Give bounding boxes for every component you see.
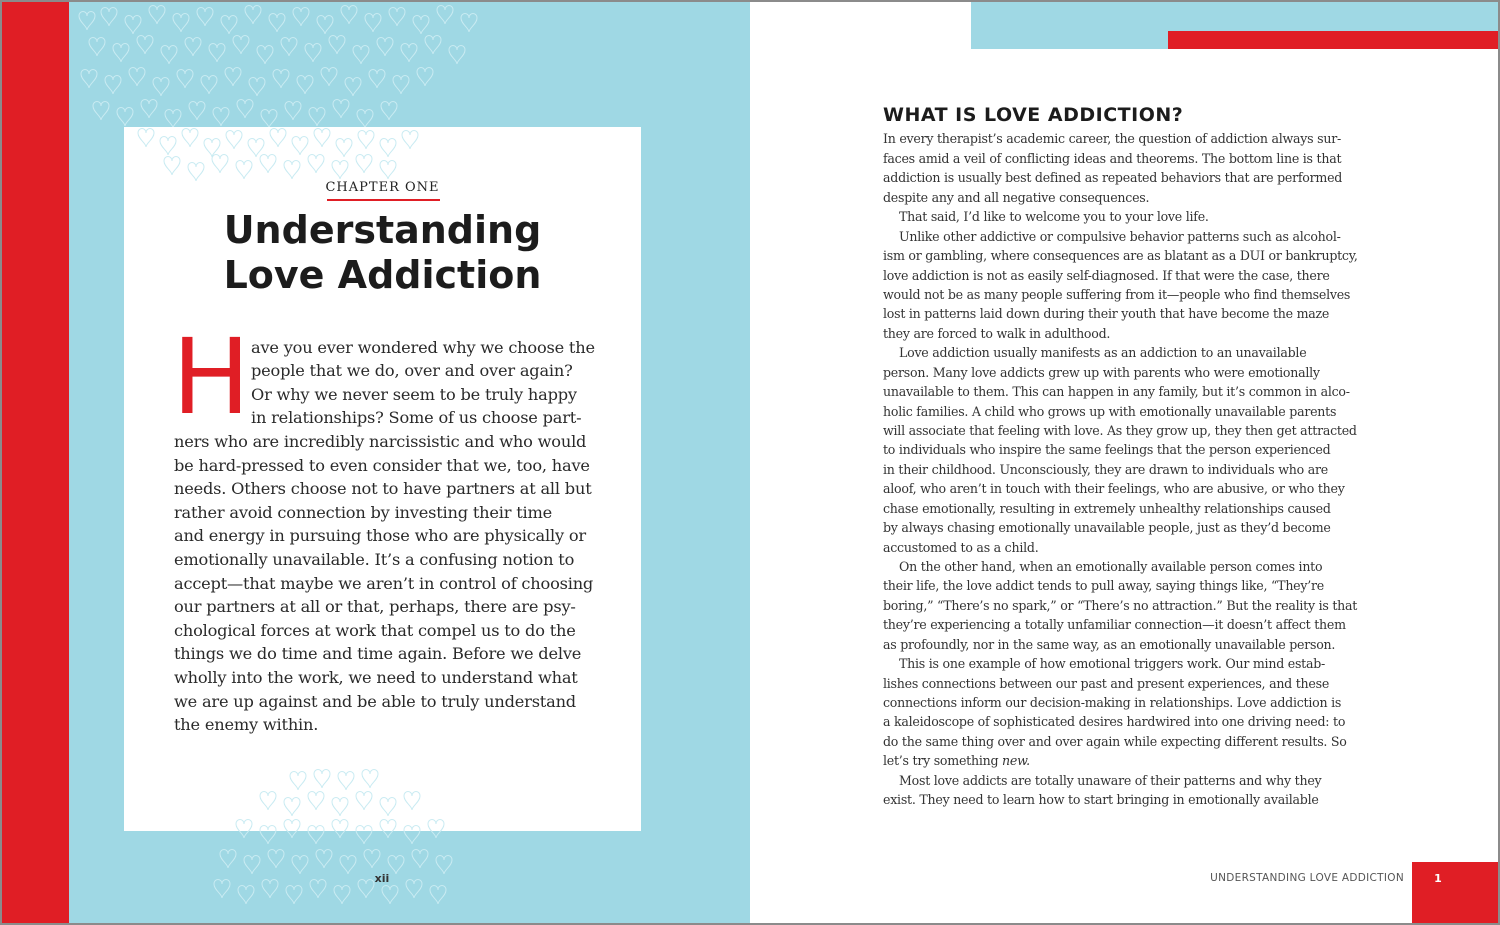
intro-line: be hard-pressed to even consider that we, too, have (174, 456, 590, 475)
intro-line: Or why we never seem to be truly happy (251, 385, 577, 404)
hearts-pattern-card-top (124, 127, 434, 183)
chapter-title-line-1: Understanding (223, 208, 542, 252)
body-line: do the same thing over and over again while expecting different results. So (883, 734, 1347, 749)
intro-line: our partners at all or that, perhaps, there are psy- (174, 597, 576, 616)
body-line: boring,” “There’s no spark,” or “There’s no attraction.” But the reality is that (883, 598, 1358, 613)
red-side-strip (2, 2, 69, 923)
body-line: exist. They need to learn how to start bringing in emotionally available (883, 792, 1319, 807)
intro-line: accept—that maybe we aren’t in control of choosing (174, 574, 594, 593)
body-line: That said, I’d like to welcome you to your love life. (899, 209, 1209, 224)
body-line (883, 751, 1030, 771)
body-line: will associate that feeling with love. As they grow up, they then get attracted (883, 423, 1357, 438)
body-line: in their childhood. Unconsciously, they are drawn to individuals who are (883, 462, 1328, 477)
intro-line: emotionally unavailable. It’s a confusing notion to (174, 550, 575, 569)
frame-top (0, 0, 1500, 2)
chapter-label: CHAPTER ONE (325, 180, 440, 195)
body-line: aloof, who aren’t in touch with their feelings, who are abusive, or who they (883, 481, 1345, 496)
body-line: Most love addicts are totally unaware of their patterns and why they (899, 773, 1322, 788)
body-line: lost in patterns laid down during their youth that have become the maze (883, 306, 1330, 321)
chapter-label-underline (327, 199, 440, 201)
body-line: they are forced to walk in adulthood. (883, 326, 1111, 341)
intro-line: ave you ever wondered why we choose the (251, 338, 595, 357)
body-line: ism or gambling, where consequences are as blatant as a DUI or bankruptcy, (883, 248, 1358, 263)
intro-line: things we do time and time again. Before we delve (174, 644, 582, 663)
body-line: Love addiction usually manifests as an addiction to an unavailable (899, 345, 1307, 360)
body-line: their life, the love addict tends to pull away, saying things like, “They’re (883, 578, 1324, 593)
body-line: lishes connections between our past and present experiences, and these (883, 676, 1330, 691)
body-line: despite any and all negative consequences. (883, 190, 1150, 205)
body-line: love addiction is not as easily self-diagnosed. If that were the case, there (883, 268, 1330, 283)
body-line: as profoundly, nor in the same way, as an emotionally unavailable person. (883, 637, 1336, 652)
page-number-left: xii (374, 872, 390, 885)
body-line: by always chasing emotionally unavailable people, just as they’d become (883, 520, 1331, 535)
right-page (750, 0, 1500, 925)
drop-cap: H (172, 316, 251, 438)
intro-line: in relationships? Some of us choose part- (251, 408, 582, 427)
top-red-band (1168, 31, 1498, 49)
body-line: Unlike other addictive or compulsive behavior patterns such as alcohol- (899, 229, 1341, 244)
intro-line: people that we do, over and over again? (251, 361, 573, 380)
intro-line: rather avoid connection by investing their time (174, 503, 553, 522)
intro-line: we are up against and be able to truly understand (174, 692, 576, 711)
body-line: person. Many love addicts grew up with parents who were emotionally (883, 365, 1320, 380)
body-line: On the other hand, when an emotionally available person comes into (899, 559, 1323, 574)
intro-line: needs. Others choose not to have partners at all but (174, 479, 592, 498)
body-line: chase emotionally, resulting in extremely unhealthy relationships caused (883, 501, 1331, 516)
hearts-pattern-bottom (200, 768, 480, 923)
intro-line: ners who are incredibly narcissistic and who would (174, 432, 587, 451)
body-line: faces amid a veil of conflicting ideas and theorems. The bottom line is that (883, 151, 1342, 166)
body-line: unavailable to them. This can happen in any family, but it’s common in alco- (883, 384, 1350, 399)
body-line: holic families. A child who grows up with emotionally unavailable parents (883, 404, 1337, 419)
body-line: would not be as many people suffering from it—people who find themselves (883, 287, 1351, 302)
body-line: In every therapist’s academic career, the question of addiction always sur- (883, 131, 1341, 146)
body-line-text: let’s try something (883, 753, 1003, 768)
body-line: connections inform our decision-making in relationships. Love addiction is (883, 695, 1342, 710)
body-line: accustomed to as a child. (883, 540, 1039, 555)
chapter-title (124, 208, 641, 298)
body-line: to individuals who inspire the same feelings that the person experienced (883, 442, 1331, 457)
chapter-title-line-2: Love Addiction (223, 253, 542, 297)
page-number-right: 1 (1434, 872, 1442, 885)
body-line: addiction is usually best defined as repeated behaviors that are performed (883, 170, 1343, 185)
intro-line: the enemy within. (174, 715, 319, 734)
running-head: UNDERSTANDING LOVE ADDICTION (1210, 872, 1404, 884)
body-line: a kaleidoscope of sophisticated desires hardwired into one driving need: to (883, 714, 1346, 729)
body-line: they’re experiencing a totally unfamiliar connection—it doesn’t affect them (883, 617, 1346, 632)
intro-line: chological forces at work that compel us to do the (174, 621, 576, 640)
intro-line: wholly into the work, we need to understand what (174, 668, 578, 687)
intro-line: and energy in pursuing those who are physically or (174, 526, 586, 545)
emphasis-new: new. (1002, 753, 1030, 768)
body-line: This is one example of how emotional triggers work. Our mind estab- (899, 656, 1326, 671)
frame-left (0, 0, 2, 925)
section-heading: WHAT IS LOVE ADDICTION? (883, 104, 1184, 126)
